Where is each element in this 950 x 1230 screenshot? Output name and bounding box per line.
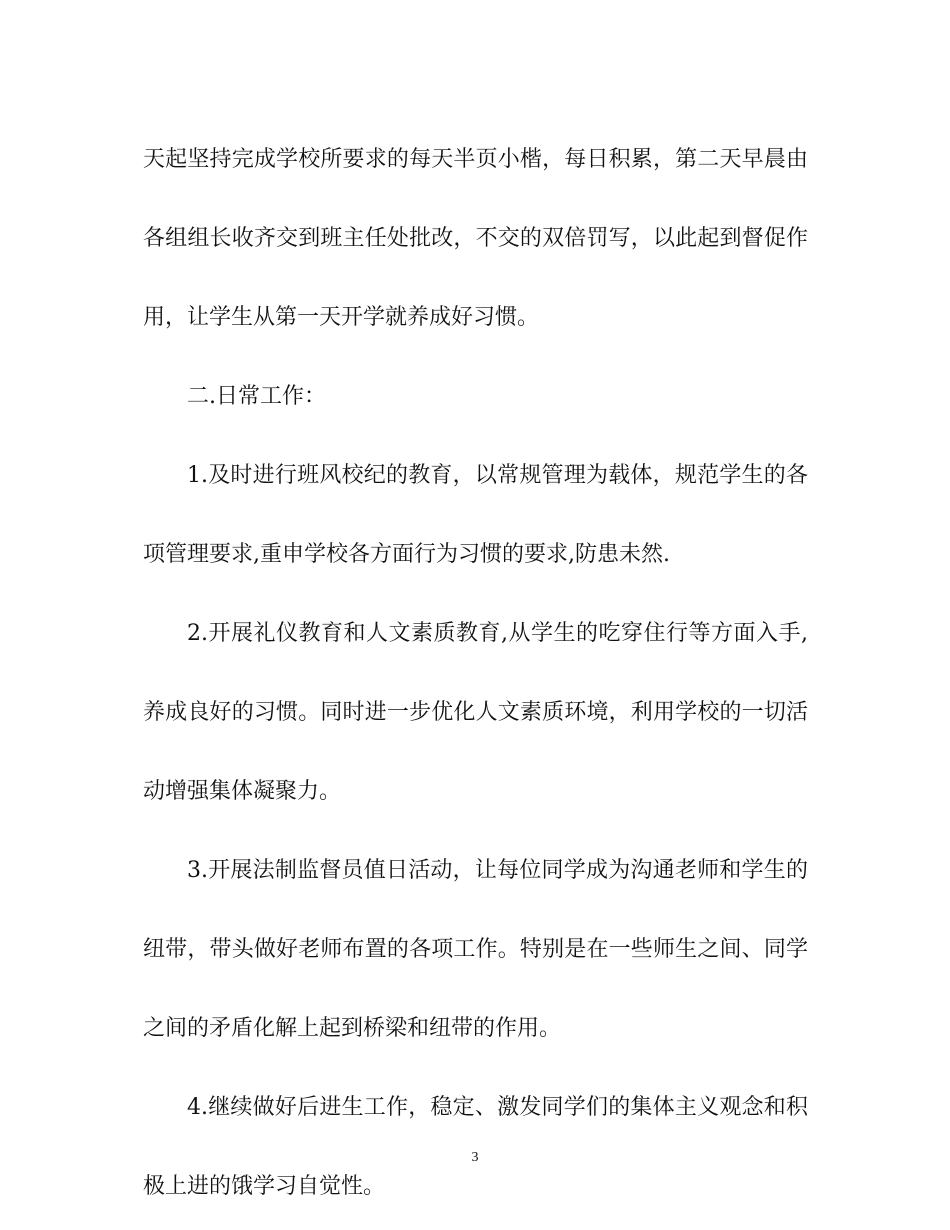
paragraph-item-1: 1.及时进行班风校纪的教育，以常规管理为载体，规范学生的各项管理要求,重申学校各方面行为习惯的要求,防患未然. (143, 463, 808, 567)
section-heading-daily-work: 二.日常工作： (187, 384, 326, 409)
paragraph-continuation: 天起坚持完成学校所要求的每天半页小楷，每日积累，第二天早晨由各组组长收齐交到班主任处批改，不交的双倍罚写，以此起到督促作用，让学生从第一天开学就养成好习惯。 (143, 147, 808, 330)
page-number: 3 (471, 1150, 479, 1165)
paragraph-item-2: 2.开展礼仪教育和人文素质教育,从学生的吃穿住行等方面入手,养成良好的习惯。同时进一步优化人文素质环境，利用学校的一切活动增强集体凝聚力。 (143, 621, 808, 804)
document-body (143, 120, 808, 1226)
paragraph-item-4: 4.继续做好后进生工作，稳定、激发同学们的集体主义观念和积极上进的饿学习自觉性。 (143, 1095, 808, 1199)
paragraph-item-3: 3.开展法制监督员值日活动，让每位同学成为沟通老师和学生的纽带，带头做好老师布置的各项工作。特别是在一些师生之间、同学之间的矛盾化解上起到桥梁和纽带的作用。 (143, 858, 808, 1041)
